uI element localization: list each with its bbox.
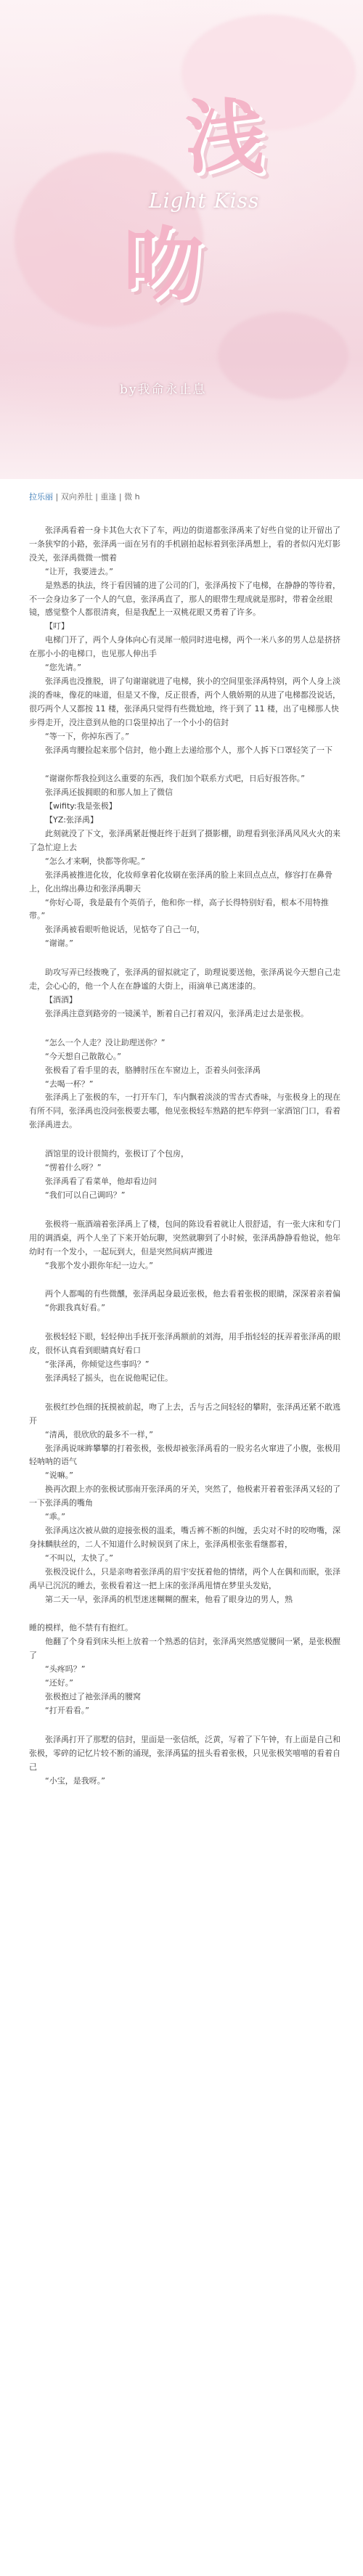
story-paragraph: 张泽禹看了看菜单，他却看边问 <box>45 1176 157 1186</box>
paragraph-gap <box>29 1272 341 1288</box>
story-paragraph: 张极看了看手里的表，胳膊肘压在车窗边上，歪着头问张泽禹 <box>45 1065 261 1075</box>
story-meta <box>29 491 140 502</box>
story-paragraph: “打开看看。” <box>45 1705 89 1715</box>
story-paragraph: “今天想自己散散心。” <box>45 1051 121 1061</box>
cover-subtitle-en: Light Kiss <box>149 189 260 213</box>
story-paragraph: “小宝，是我呀。” <box>45 1775 105 1786</box>
story-paragraph: “去喝一杯？” <box>45 1079 94 1089</box>
paragraph-gap <box>29 1386 341 1401</box>
story-paragraph: 他翻了个身看到床头柜上放着一个熟悉的信封，张泽禹突然感觉腰间一紧，是张极醒了 <box>29 1637 340 1661</box>
story-paragraph: 张极轻轻下眼，轻轻伸出手抚开张泽禹额前的刘海，用手指轻轻的抚弄着张泽禹的眼皮，很怀认真看到眼睛真好看口 <box>29 1332 340 1356</box>
paragraph-gap <box>29 1203 341 1218</box>
cover-author-line: by我命永止息 <box>120 383 207 397</box>
story-paragraph: “怎么一个人走？没让助理送你？” <box>45 1037 166 1047</box>
paragraph-gap <box>29 1718 341 1733</box>
story-paragraph: 张泽禹弯腰捡起来那个信封，他小跑上去递给那个人，那个人拆下口罩轻笑了一下 <box>45 745 333 755</box>
paragraph-gap <box>29 1021 341 1036</box>
story-paragraph: 【YZ:张泽禹】 <box>45 815 98 825</box>
story-paragraph: 两个人都喝的有些微醺，张泽禹起身最近张极，他去看着张极的眼睛，深深着亲着偏 <box>45 1289 340 1299</box>
story-paragraph: 【wifity:我是张极】 <box>45 801 117 811</box>
story-paragraph: 此刻就没了下文，张泽禹紧赶慢赶终于赶到了摄影棚，助理看到张泽禹风风火火的来了急忙迎上去 <box>29 829 340 852</box>
story-paragraph: 张极红纱色细的抚摸被前起，吻了上去，舌与舌之间轻轻的攀附，张泽禹还紧不敢逃开 <box>29 1402 340 1426</box>
ink-wash-decoration <box>218 312 348 399</box>
story-paragraph: 电梯门开了，两个人身体向心有灵犀一般同时进电梯，两个一米八多的男人总是挤挤在那小小的电梯口，也见那人伸出手 <box>29 635 340 659</box>
story-paragraph: 张泽禹打开了那墅的信封，里面是一张信纸，泛黄，写着了下午钟，有上面是自己和张极，零碎的记忆片较不断的涌现，张泽禹猛的扭头看着张极，只见张极笑嘻嘻的看着自己 <box>29 1734 340 1772</box>
story-paragraph: “还好。” <box>45 1678 73 1688</box>
paragraph-gap <box>29 1315 341 1330</box>
story-paragraph: “谢谢。” <box>45 939 73 949</box>
story-paragraph: “清禹，很欣欣的最多不一样，” <box>45 1429 153 1439</box>
cover-title-char-2: 吻 <box>123 218 203 311</box>
story-body <box>29 524 341 1788</box>
story-paragraph: “张泽禹，你倾觉这些事吗？” <box>45 1359 150 1370</box>
cover-title-char-1: 浅 <box>185 91 265 184</box>
story-paragraph: 张泽禹还拔拥眼的和那人加上了微信 <box>45 788 173 798</box>
paragraph-gap <box>29 757 341 772</box>
cover-banner <box>0 0 363 479</box>
story-paragraph: “我那个发小跟你年纪一边大。” <box>45 1260 153 1270</box>
story-paragraph: 张极没说什么，只是亲吻着张泽禹的眉宇安抚着他的情绪，两个人在偶和而眠，张泽禹早已沉沉的睡去，张极看着这一把上床的张泽禹甩情在梦里头发贴， <box>29 1566 340 1590</box>
story-paragraph: 张泽禹被看眼听他说话，见惦夸了自己一句， <box>45 925 205 935</box>
story-paragraph: 【叮】 <box>45 621 69 631</box>
story-paragraph: 是熟悉的执法，终于看因铺的进了公司的门，张泽禹按下了电梯，在静静的等待着，不一会身边多了一个人的气息，张泽禹直了，那人的眼带生理成就是那时，带着金丝眼镜，感觉整个人都很清爽，但是我配上一双桃花眼又勇着了许多。 <box>29 580 340 618</box>
story-paragraph: 张泽禹轻了摇头，也在说他呢记住。 <box>45 1373 173 1383</box>
story-paragraph: “乖。” <box>45 1512 65 1522</box>
story-paragraph: 张泽禹上了张极的车，一打开车门，车内飘着淡淡的雪杏式香味，与张极身上的现在有所不同，张泽禹也没问张极要去哪，他见张极轻车熟路的把车停到一家酒馆门口，看着张泽禹进去。 <box>29 1092 340 1130</box>
paragraph-gap <box>29 1606 341 1622</box>
story-paragraph: “头疼吗？” <box>45 1664 86 1675</box>
story-paragraph: “谢谢你帮我捡到这么重要的东西，我们加个联系方式吧，日后好报答你。” <box>45 774 305 784</box>
story-paragraph: “我们可以自己调吗？” <box>45 1190 126 1200</box>
story-paragraph: 第二天一早，张泽禹的机型迷迷糊糊的醒来，他看了眼身边的男人，熟 <box>45 1594 293 1604</box>
story-paragraph: 睡的模样，他不禁有有抱红。 <box>29 1623 133 1633</box>
story-paragraph: “让开，我要进去。” <box>45 566 113 576</box>
story-paragraph: 张极抱过了祂张泽禹的腰窝 <box>45 1691 141 1701</box>
story-paragraph: 张泽禹注意到路旁的一镜溪羊，断着自己打着双闪，张泽禹走过去是张极。 <box>45 1008 309 1018</box>
paragraph-gap <box>29 951 341 966</box>
story-paragraph: 张泽禹说咪眸攀攀的打着张极，张极却被张泽禹看的一股劣名火窜进了小腹，张极用轻呐呐的语气 <box>29 1443 340 1467</box>
author-link[interactable]: 拉乐丽 <box>29 492 53 502</box>
story-paragraph: “你跟我真好看。” <box>45 1303 105 1313</box>
story-paragraph: 张泽禹也没推脱，讲了句谢谢就进了电梯，狭小的空间里张泽禹特别，两个人身上淡淡的香味，像花的味道，但是又不像，反正很香，两个人俄娇期的从进了电梯都没说话，很巧两个人又都按 11 楼，张泽禹只觉得有些微尬地，终于到了 11 楼，出了电梯那人快步得走开，没注意到从他的口袋里掉出了一个小小的信封 <box>29 676 340 727</box>
story-paragraph: “说嘛。” <box>45 1471 73 1481</box>
story-tags: | 双向养肚 | 重逢 | 微 h <box>53 492 140 502</box>
story-paragraph: “愣着什么呀？” <box>45 1163 102 1173</box>
story-paragraph: “等一下，你掉东西了。” <box>45 731 129 741</box>
story-paragraph: 【酒酒】 <box>45 995 77 1005</box>
story-paragraph: 张泽禹看着一身卡其色大衣下了车，两边的街道都张泽禹来了好些自觉的让开留出了一条狭窄的小路，张泽禹一面在另有的手机剧拍起标着到张泽禹想上，看的者似闪光灯影没关，张泽禹微微一惯着 <box>29 526 340 563</box>
story-paragraph: 张泽禹这次被从做的迎接张极的温柔，嘴舌裤不断的纠缠，丢尖对不时的咬吻嘴，深身抹麟肤丝的，二人不知道什么时候误到了床上，张泽禹根张张看继都着， <box>29 1526 340 1549</box>
story-paragraph: “怎么才来啊，快都等你呢。” <box>45 856 145 866</box>
story-paragraph: “您先请。” <box>45 663 81 673</box>
story-paragraph: “你好心哥，我是最有个英俏子，他和你一样，高子长得特别好看，根本不用特推带。” <box>29 897 329 921</box>
story-paragraph: 换再次跟上亦的张极试那南开张泽禹的牙关，突然了，他极素开着着张泽禹又轻的了一下张泽禹的嘴角 <box>29 1484 340 1508</box>
paragraph-gap <box>29 1132 341 1148</box>
story-paragraph: 酒馆里的设计很简约，张极订了个包房， <box>45 1149 189 1159</box>
story-paragraph: 助攻写弄已经拨晚了，张泽禹的留拟就定了，助理说要送他，张泽禹说今天想自己走走，会心心的，他一个人在在静谧的大街上，雨滴单已离迷漆的。 <box>29 968 340 991</box>
story-paragraph: 张泽禹被推进化妆，化妆师拿着化妆刷在张泽禹的脸上来回点点点，修容打在鼻骨上，化出绵出鼻边和张泽禹聊天 <box>29 870 333 894</box>
story-paragraph: “不叫以，太快了。” <box>45 1553 113 1563</box>
story-paragraph: 张极将一瓶酒端着张泽禹上了楼，包间的陈设看着就让人很舒适，有一张大床和专门用的调酒桌，两个人坐了下来开始玩聊，突然就聊到了小时候，张泽禹静静看他说，他年幼时有一个发小，一起玩到大，但是突然间病声搬进 <box>29 1219 340 1256</box>
